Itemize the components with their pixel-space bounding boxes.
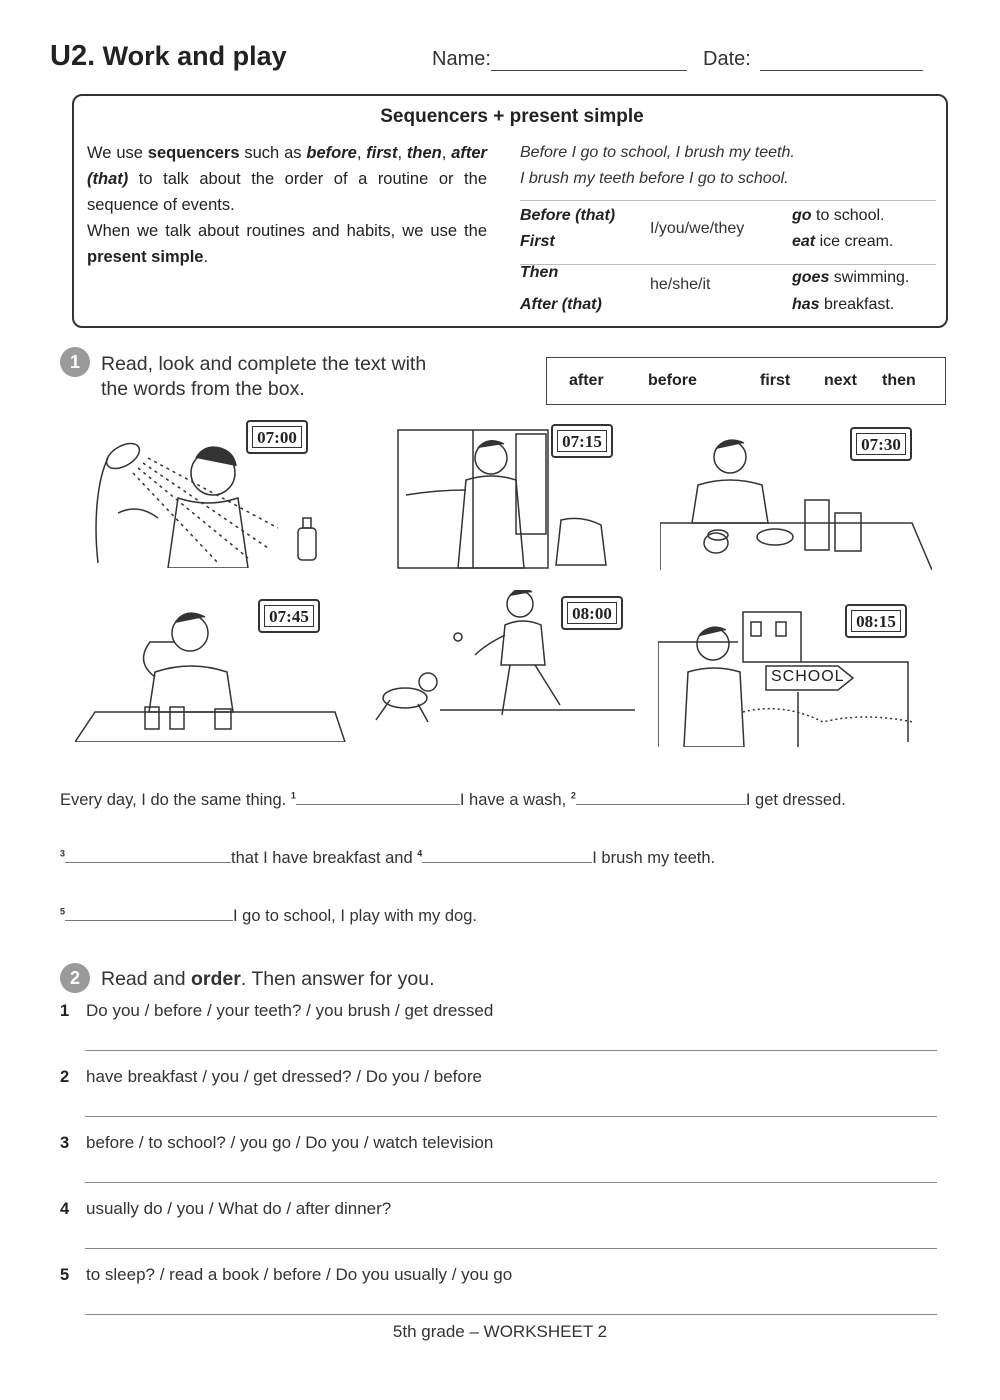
answer-line-5[interactable] (85, 1314, 937, 1315)
clock-0800: 08:00 (561, 596, 623, 630)
exercise-2-instruction: Read and order. Then answer for you. (101, 968, 435, 990)
date-label: Date: (703, 48, 751, 70)
picture-getting-dressed (396, 420, 636, 570)
picture-brushing-teeth (75, 597, 355, 742)
blank-1[interactable] (296, 790, 460, 805)
sequencer-before-that: Before (that) (520, 207, 616, 224)
grammar-examples (520, 140, 795, 192)
blank-5[interactable] (65, 906, 233, 921)
sequencer-first: First (520, 233, 555, 250)
picture-having-wash (78, 418, 338, 568)
subject-singular: he/she/it (650, 276, 711, 293)
unit-title: Work and play (102, 41, 287, 71)
sentence-line-2: $^3$ that I have breakfast and $^4$ I brush my teeth. (60, 848, 716, 867)
question-number: 5 (60, 1266, 70, 1284)
word-before: before (648, 372, 697, 389)
word-after: after (569, 372, 604, 389)
date-input-line[interactable] (760, 50, 923, 71)
name-field (432, 48, 687, 71)
example-sentence-2: I brush my teeth before I go to school. (520, 170, 789, 187)
verb-example-goes: goes swimming. (792, 269, 910, 286)
exercise-2-number: 2 (60, 963, 90, 993)
verb-example-eat: eat ice cream. (792, 233, 894, 250)
grammar-box (72, 94, 948, 328)
table-divider (520, 264, 936, 265)
question-text: to sleep? / read a book / before / Do you usually / you go (86, 1265, 513, 1284)
clock-0715: 07:15 (551, 424, 613, 458)
clock-0700: 07:00 (246, 420, 308, 454)
question-text: before / to school? / you go / Do you / watch television (86, 1133, 494, 1152)
blank-4[interactable] (422, 848, 592, 863)
name-label: Name: (432, 48, 491, 70)
footer: 5th grade – WORKSHEET 2 (392, 1322, 608, 1341)
clock-0730: 07:30 (850, 427, 912, 461)
grammar-title: Sequencers + present simple (380, 106, 644, 127)
sequencer-after-that: After (that) (520, 296, 602, 313)
unit-code: U2. (50, 40, 96, 72)
question-number: 1 (60, 1002, 70, 1020)
name-input-line[interactable] (491, 50, 687, 71)
table-divider (520, 200, 936, 201)
word-box (546, 357, 946, 405)
answer-line-2[interactable] (85, 1116, 937, 1117)
sentence-line-1: Every day, I do the same thing. $^1$ I have a wash, $^2$ I get dressed. (60, 790, 846, 809)
word-next: next (824, 372, 857, 389)
picture-having-breakfast (660, 425, 932, 570)
word-first: first (760, 372, 791, 389)
question-text: usually do / you / What do / after dinner? (86, 1199, 392, 1218)
unit-heading (50, 40, 287, 73)
picture-playing-with-dog (370, 590, 640, 740)
school-sign: SCHOOL (771, 668, 845, 685)
question-number: 3 (60, 1134, 70, 1152)
explanation-paragraph-1: We use sequencers such as before, first, then, after (that) to talk about the order of a routine or the sequence of events. (87, 144, 487, 214)
exercise-1-instruction: Read, look and complete the text with the words from the box. (101, 353, 427, 400)
question-text: have breakfast / you / get dressed? / Do you / before (86, 1067, 482, 1086)
example-sentence-1: Before I go to school, I brush my teeth. (520, 144, 795, 161)
subject-plural: I/you/we/they (650, 220, 745, 237)
blank-3[interactable] (65, 848, 231, 863)
answer-line-3[interactable] (85, 1182, 937, 1183)
question-number: 4 (60, 1200, 70, 1218)
clock-0815: 08:15 (845, 604, 907, 638)
answer-line-1[interactable] (85, 1050, 937, 1051)
sequencer-then: Then (520, 264, 559, 281)
clock-0745: 07:45 (258, 599, 320, 633)
question-number: 2 (60, 1068, 70, 1086)
verb-example-go: go to school. (792, 207, 885, 224)
date-field (703, 48, 923, 71)
word-then: then (882, 372, 916, 389)
verb-example-has: has breakfast. (792, 296, 895, 313)
sentence-line-3: $^5$ I go to school, I play with my dog. (60, 906, 477, 925)
explanation-paragraph-2: When we talk about routines and habits, we use the present simple. (87, 222, 487, 266)
question-text: Do you / before / your teeth? / you brush / get dressed (86, 1001, 494, 1020)
blank-2[interactable] (576, 790, 746, 805)
grammar-explanation (87, 140, 487, 270)
answer-line-4[interactable] (85, 1248, 937, 1249)
exercise-1-number: 1 (60, 347, 90, 377)
